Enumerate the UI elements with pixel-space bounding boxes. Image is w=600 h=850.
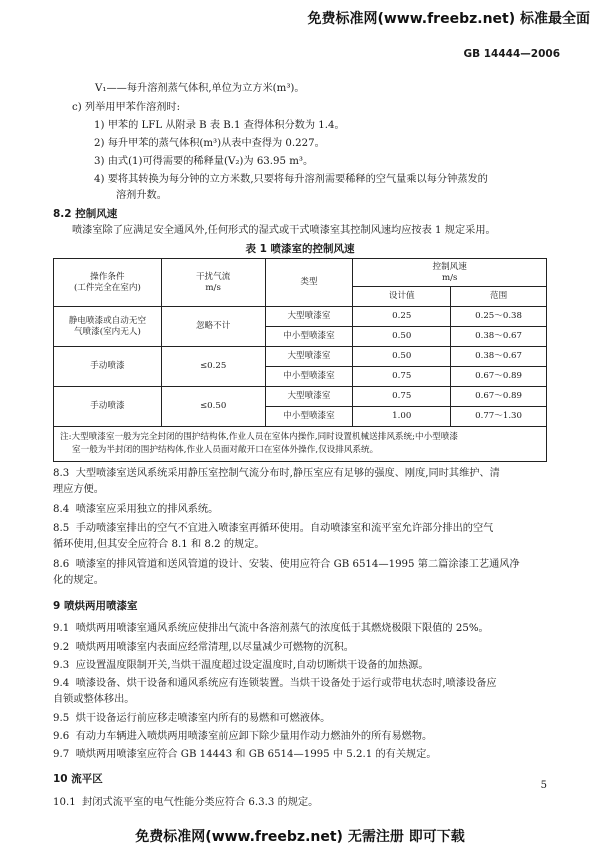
- table-row: [54, 347, 547, 367]
- clause-8-3-cont: 理应方便。: [53, 484, 104, 495]
- page-number: 5: [540, 780, 547, 791]
- disturb-cell: 忽略不计: [161, 307, 265, 347]
- type-cell: 中小型喷漆室: [265, 327, 353, 347]
- section-heading-10: 10 流平区: [53, 773, 103, 785]
- condition-cell: 静电喷漆或自动无空 气喷漆(室内无人): [54, 307, 162, 347]
- list-subitem: 3) 由式(1)可得需要的稀释量(V₂)为 63.95 m³。: [94, 156, 314, 167]
- clause-8-3: 8.3 大型喷漆室送风系统采用静压室控制气流分布时,静压室应有足够的强度、刚度,同时其维护、清: [53, 468, 500, 479]
- type-cell: 大型喷漆室: [265, 307, 353, 327]
- clause-9-1: 9.1 喷烘两用喷漆室通风系统应使排出气流中各溶剂蒸气的浓度低于其燃烧极限下限值的 25%。: [53, 623, 489, 634]
- disturb-cell: ≤0.50: [161, 387, 265, 427]
- condition-cell: 手动喷漆: [54, 387, 162, 427]
- clause-9-7: 9.7 喷烘两用喷漆室应符合 GB 14443 和 GB 6514—1995 中 5.2.1 的有关规定。: [53, 749, 437, 760]
- section-heading-8-2: 8.2 控制风速: [53, 208, 118, 220]
- design-cell: 0.50: [353, 327, 451, 347]
- range-cell: 0.38～0.67: [451, 327, 547, 347]
- clause-9-4-cont: 自锁或整体移出。: [53, 694, 135, 705]
- section-heading-9: 9 喷烘两用喷漆室: [53, 600, 138, 612]
- table-title: 表 1 喷漆室的控制风速: [245, 243, 355, 255]
- type-cell: 大型喷漆室: [265, 347, 353, 367]
- clause-9-6: 9.6 有动力车辆进入喷烘两用喷漆室前应卸下除少量用作动力燃油外的所有易燃物。: [53, 731, 433, 742]
- table-row: [54, 307, 547, 327]
- clause-9-2: 9.2 喷烘两用喷漆室内表面应经常清理,以尽量减少可燃物的沉积。: [53, 642, 354, 653]
- clause-8-4: 8.4 喷漆室应采用独立的排风系统。: [53, 504, 219, 515]
- condition-cell: 手动喷漆: [54, 347, 162, 387]
- table-note: 注:大型喷漆室一般为完全封闭的围护结构体,作业人员在室体内操作,同时设置机械送排风系统;中小型喷漆 室一般为半封闭的围护结构体,作业人员面对敞开口在室体外操作,仅设排风系统。: [54, 427, 547, 462]
- design-cell: 0.50: [353, 347, 451, 367]
- table-row: [54, 387, 547, 407]
- clause-9-4: 9.4 喷漆设备、烘干设备和通风系统应有连锁装置。当烘干设备处于运行或带电状态时,喷漆设备应: [53, 678, 497, 689]
- design-cell: 0.75: [353, 367, 451, 387]
- list-subitem: 1) 甲苯的 LFL 从附录 B 表 B.1 查得体积分数为 1.4。: [94, 120, 345, 131]
- list-subitem: 2) 每升甲苯的蒸气体积(m³)从表中查得为 0.227。: [94, 138, 325, 149]
- header-design: 设计值: [353, 287, 451, 307]
- clause-8-6-cont: 化的规定。: [53, 575, 104, 586]
- paragraph-8-2: 喷漆室除了应满足安全通风外,任何形式的湿式或干式喷漆室其控制风速均应按表 1 规定采用。: [72, 225, 496, 236]
- standard-number: GB 14444—2006: [463, 48, 560, 60]
- design-cell: 1.00: [353, 407, 451, 427]
- type-cell: 大型喷漆室: [265, 387, 353, 407]
- disturb-cell: ≤0.25: [161, 347, 265, 387]
- type-cell: 中小型喷漆室: [265, 407, 353, 427]
- range-cell: 0.38～0.67: [451, 347, 547, 367]
- type-cell: 中小型喷漆室: [265, 367, 353, 387]
- airflow-table: [53, 258, 547, 462]
- range-cell: 0.67～0.89: [451, 367, 547, 387]
- site-banner-bottom: 免费标准网(www.freebz.net) 无需注册 即可下载: [135, 829, 465, 845]
- list-subitem-continuation: 溶剂升数。: [116, 190, 167, 201]
- header-disturb: 干扰气流 m/s: [161, 259, 265, 307]
- clause-8-5: 8.5 手动喷漆室排出的空气不宜进入喷漆室再循环使用。自动喷漆室和流平室允许部分排出的空气: [53, 523, 494, 534]
- range-cell: 0.67～0.89: [451, 387, 547, 407]
- design-cell: 0.75: [353, 387, 451, 407]
- header-range: 范围: [451, 287, 547, 307]
- design-cell: 0.25: [353, 307, 451, 327]
- header-condition: 操作条件 (工件完全在室内): [54, 259, 162, 307]
- header-type: 类型: [265, 259, 353, 307]
- range-cell: 0.77～1.30: [451, 407, 547, 427]
- range-cell: 0.25～0.38: [451, 307, 547, 327]
- clause-10-1: 10.1 封闭式流平室的电气性能分类应符合 6.3.3 的规定。: [53, 797, 319, 808]
- clause-8-5-cont: 循环使用,但其安全应符合 8.1 和 8.2 的规定。: [53, 539, 265, 550]
- site-banner-top: 免费标准网(www.freebz.net) 标准最全面: [307, 11, 590, 27]
- clause-9-5: 9.5 烘干设备运行前应移走喷漆室内所有的易燃和可燃液体。: [53, 713, 331, 724]
- list-subitem: 4) 要将其转换为每分钟的立方米数,只要将每升溶剂需要稀释的空气量乘以每分钟蒸发的: [94, 174, 488, 185]
- variable-definition: V₁——每升溶剂蒸气体积,单位为立方米(m³)。: [95, 83, 305, 94]
- clause-9-3: 9.3 应设置温度限制开关,当烘干温度超过设定温度时,自动切断烘干设备的加热源。: [53, 660, 429, 671]
- clause-8-6: 8.6 喷漆室的排风管道和送风管道的设计、安装、使用应符合 GB 6514—1995 第二篇涂漆工艺通风净: [53, 559, 520, 570]
- list-item-c: c) 列举用甲苯作溶剂时:: [72, 102, 181, 113]
- header-control: 控制风速 m/s: [353, 259, 547, 287]
